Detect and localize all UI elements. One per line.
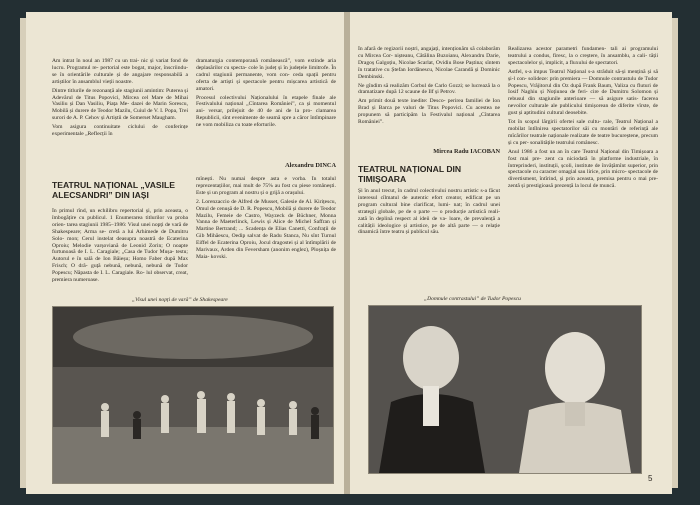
photo-two-actors <box>368 305 642 474</box>
right-section-heading: TEATRUL NAȚIONAL DIN TIMIȘOARA <box>358 164 462 184</box>
right-page-column-1-bottom <box>358 188 500 288</box>
left-page <box>26 12 344 494</box>
paragraph: dramaturgia contemporană românească”, vom extinde aria deplasărilor cu specta- cole în județ și în județele limitrofe. În cadrul stagiunii permanente, vom con- ceda spații pentru oferta de artiști și spectacole pentru mișcarea artistică de amatori. <box>196 58 336 92</box>
paragraph: Procesul colectivului Naționalului în etapele finale ale Festivalului național „Cîntarea României”, ca și momentul ani- versar, prilejuit de 40 de ani de la pro- clamarea Republicii, sînt evenimente de seamă spre a căror întîmpinare ne vom mobiliza cu toate eforturile. <box>196 94 336 129</box>
right-page-column-1-top <box>358 46 500 146</box>
left-page-column-1-bottom <box>52 208 188 308</box>
right-photo-caption: „Domnule contrastului” de Tudor Popescu <box>424 296 521 302</box>
paragraph: 2. Lorenzaccio de Alfred de Musset, Galesie de Al. Kirițescu, Omul de cenușă de D. R. Popescu, Mobilă și durere de Teodor Mazilu, Femeie de Castro, Wayzeck de Büchner, Monna Vanna de Maeterlinck, Lewis și Alice de Michel Saffran și Martine Bertrand; ... Scadența de Elias Canetti, Confrații de Gib Mihăescu, Oedip salvat de Radu Stanca, Nu sînt Turnul Eiffel de Ecaterina Oproiu, Jocul dragostei și al întîmplării de Marivaux, Arden din Feversham (anonim englez), Ploșnița de Maia- kovski. <box>196 198 336 260</box>
page-number: 5 <box>648 474 653 483</box>
paragraph: Am intrat în noul an 1987 cu un trai- nic și variat fond de lucru. Programul re- pertorial este bogat, major, înscriindu-se în orientările culturale și de angajare responsabilă a artiștilor în ansamblul vieții noastre. <box>52 58 188 85</box>
left-page-column-2-bottom <box>196 176 336 308</box>
paragraph: Astfel, s-a impus Teatrul Național s-a străduit să-și mențină și să și-l con- solideze: prin premiera — Domnule contrastulu de Tudor Popescu, Vrăjitorul din Oz după Frank Baum, Valiza cu fluturi de Iosif Naghiu și Noțiunea de feri- cire de Dumitru Solomon și rebusul din stagiunile anterioare — să asigure satis- facerea nevoilor culturale ale publicului timișorean de diferite vîrste, de gust și aptitudini cultural deosebite. <box>508 68 658 117</box>
paragraph: Vom asigura continuitate ciclului de conferințe experimentale „Reflecții în <box>52 124 188 138</box>
paragraph: mînești. Nu numai despre asta e vorba. În totalul reprezentațiilor, mai mult de 75% au fost cu piese românești. Este și un program al nostru și o grijă a orașului. <box>196 176 336 196</box>
right-signature: Mircea Radu IACOBAN <box>433 148 500 155</box>
paragraph: În afară de regizorii noștri, angajați, intenționăm să colaborăm cu Mircea Cor- nișteanu, Cătălina Buzoianu, Alexandru Darie, Dragoș Galgoțiu, Nicolae Scarlat, Ovidiu Bose Paștina; sîntem în tratative cu Ștefan Iordănescu, Nicolae Carandă și Dominic Dembinski. <box>358 46 500 80</box>
paragraph: Tot în scopul lărgirii ofertei sale cultu- rale, Teatrul Național a mobilat întîlnirea spectatorilor săi cu montări de referință ale mîcărilor teatrale naționale realizate de teatre bucureștene, precum și cu per- sonalitățile teatrului românesc. <box>508 119 658 146</box>
left-section-heading: TEATRUL NAȚIONAL „VASILE ALECSANDRI” DIN IAȘI <box>52 180 176 200</box>
left-signature: Alexandru DINCA <box>285 162 336 169</box>
right-page <box>350 12 672 494</box>
paragraph: Ne gîndim să realizăm Corbul de Carlo Gozzi; se lucrează la o dramatizare după 12 scaune de Ilf și Petrov. <box>358 82 500 96</box>
left-page-column-1-top <box>52 58 188 188</box>
paragraph: Am primit două texte inedite: Desco- perirea familiei de Ion Brad și Barca pe valuri de Titus Popovici. Cu acestea ne propunem să participăm la Festivalul național „Cîntarea României”. <box>358 98 500 126</box>
paragraph: Dintre titlurile de rezonanță ale stagiunii amintim: Puterea și Adevărul de Titus Popovici, Mircea cel Mare de Mihai Vasiliu și Dan Vasiliu, Piața Me- dazei de Marin Sorescu, Mobilă și durere de Teodor Mazilu, Cuiul de V. I. Popa, Trei surori de A. P. Cehov și Artiștii de Somerset Maugham. <box>52 87 188 122</box>
paragraph: În primul rînd, un echilibru repertorial și, prin aceasta, o îmbogățire cu publicul. 1 Enumerarea titlurilor va proba orien- tarea stagiunii 1985–1986: Visul unei nopți de vară de Shakespeare; Arma se- cretă a lui Arhimede de Dumitru Solo- mon; Cerul instelat deasupra noastră de Ecaterina Oproiu; Melodie varșoviană de Leonid Zorin; O noapte furtunoasă de I. L. Caragiale; „Casa de Tudor Mușa- testu; Autorul e în sală de Ion Băieșu; Homo Faber după Max Frisch; O dră- guță nebună, nebună, nebună de Tudor Popescu; Năpasta de I. L. Caragiale. Ro- lul observat, creat, premiera numeroase. <box>52 208 188 284</box>
page-edge-right <box>672 18 678 488</box>
left-page-column-2-top <box>196 58 336 158</box>
photo-midsummer-scene <box>52 306 334 484</box>
right-page-column-2 <box>508 46 658 288</box>
paragraph: Anul 1986 a fost un an în care Teatrul Național din Timișoara a fost mai pre- zent ca niciodată în platforme industriale, în întreprinderi, instituții, școli, institute de învățămînt superior, prin spectacole cu caracter omagial sau lirice, prin micro- spectacole de divertisment, întîrind, și prin aceasta, premisa pentru o mai pre- zentă și prestigioasă prezență la locul de muncă. <box>508 148 658 190</box>
paragraph: Și în anul trecut, în cadrul colectivului nostru artistic s-a făcut interesul cîlmatul de autentic efort creator, edificat pe un program cultural bine clarificat, lumi- nat; în cadrul unei strategii globale, pe de o parte — o producție artistică reali- zată în deplină respect al ideii de va- loare, de prevalență a calității ideologice și artistice, pe de altă parte — o relație dinamică între teatru și publicul său. <box>358 188 500 236</box>
left-photo-caption: „Visul unei nopți de vară” de Shakespeare <box>132 297 228 303</box>
paragraph: Realizarea acestor parametri fundamen- tali ai programului teatrului a condus, firesc, la o creștere, în ansamblu, a cali- tății spectacolelor și, implicit, a fluxului de spectatori. <box>508 46 658 66</box>
